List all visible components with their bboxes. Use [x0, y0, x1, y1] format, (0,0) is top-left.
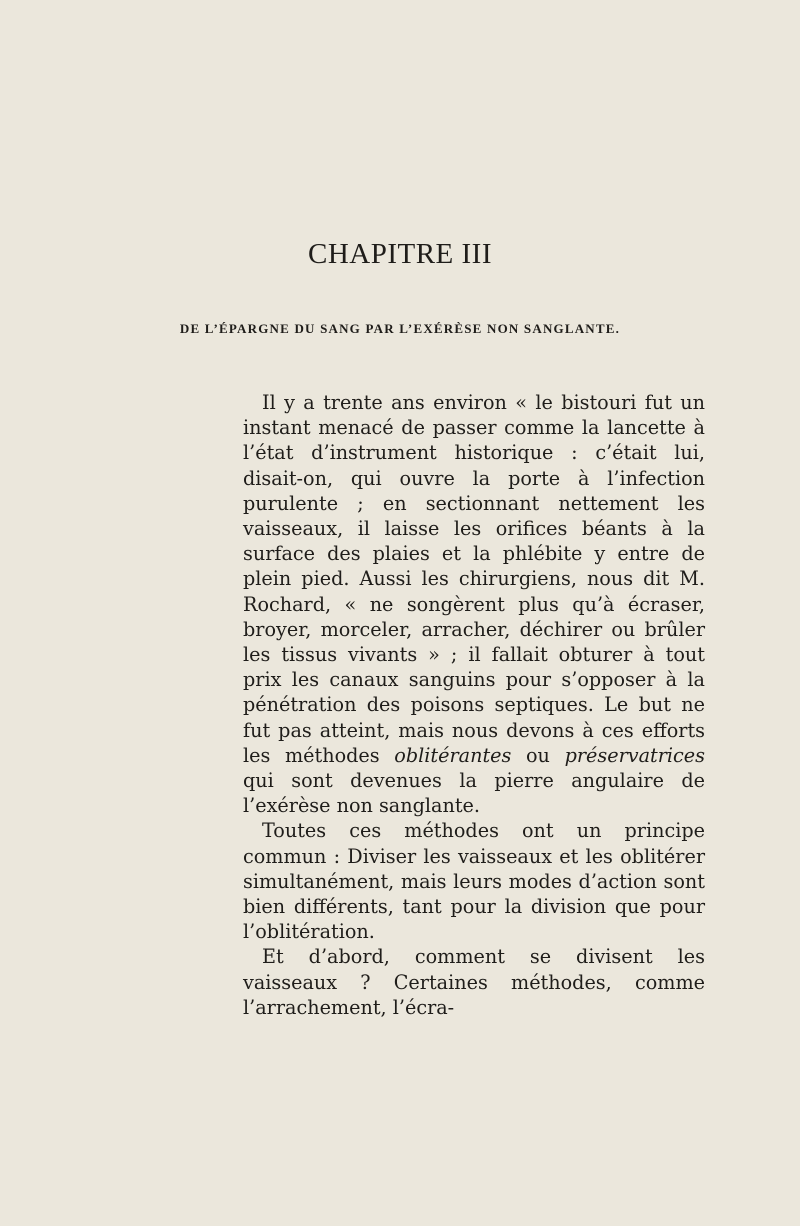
paragraph-1-end: qui sont devenues la pierre angulaire de l’exérèse non sanglante. [243, 769, 705, 818]
paragraph-1-text: Il y a trente ans environ « le bistouri fut un instant menacé de passer comme la lancette à l’état d’instrument historique : c’était lui, disait-on, qui ouvre la porte à l’infection purulente ; en sectionnant nettement les vaisseaux, il laisse les orifices béants à la surface des plaies et la phlébite y entre de plein pied. Aussi les chirurgiens, nous dit M. Rochard, « ne songèrent plus qu’à écraser, broyer, morceler, arracher, déchirer ou brûler les tissus vivants » ; il fallait obturer à tout prix les canaux sanguins pour s’opposer à la pénétration des poisons septiques. Le but ne fut pas atteint, mais nous devons à ces efforts les méthodes [243, 391, 705, 767]
emphasis-oblitérantes: oblitérantes [394, 743, 512, 767]
emphasis-préservatrices: préservatrices [564, 743, 705, 767]
paragraph-3: Et d’abord, comment se divisent les vaisseaux ? Certaines méthodes, comme l’arrachement, l’écra- [243, 945, 705, 1019]
paragraph-2: Toutes ces méthodes ont un principe commun : Diviser les vaisseaux et les oblitérer simultanément, mais leurs modes d’action sont bien différents, tant pour la division que pour l’oblitération. [243, 819, 705, 944]
body-text [243, 390, 705, 1020]
paragraph-1 [243, 390, 705, 818]
paragraph-1-middle: ou [511, 743, 565, 767]
chapter-title: CHAPITRE III [307, 238, 492, 270]
chapter-subtitle: DE L’ÉPARGNE DU SANG PAR L’EXÉRÈSE NON SANGLANTE. [179, 321, 621, 336]
